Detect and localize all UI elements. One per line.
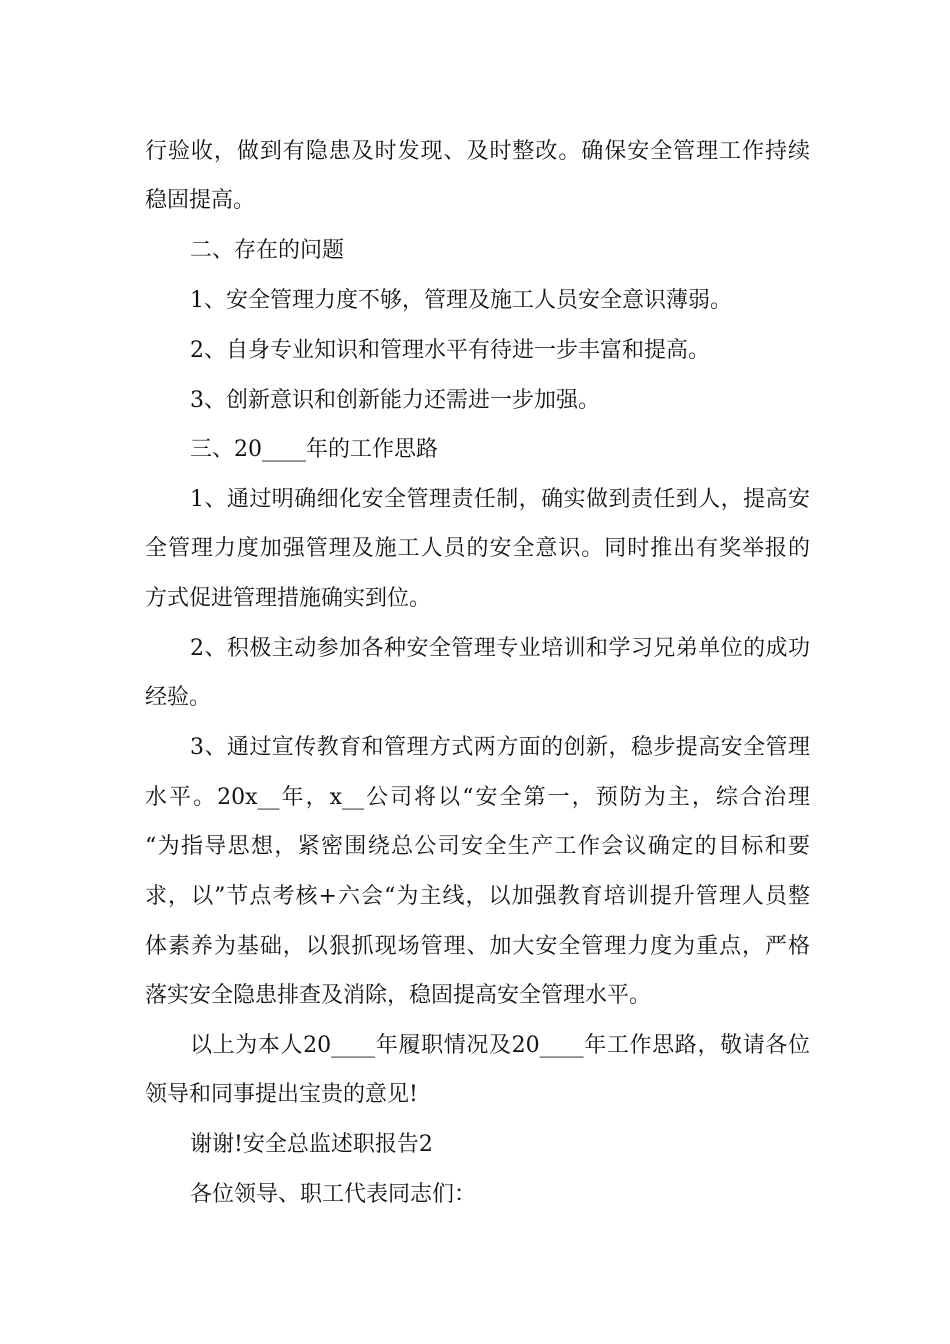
text-line: 经验。	[145, 685, 212, 710]
text-line: 领导和同事提出宝贵的意见!	[145, 1082, 418, 1107]
text-line: 1、安全管理力度不够，管理及施工人员安全意识薄弱。	[190, 288, 732, 313]
text-line: 落实安全隐患排查及消除，稳固提高安全管理水平。	[145, 983, 652, 1008]
text-line: 方式促进管理措施确实到位。	[145, 586, 432, 611]
text-line: 3、通过宣传教育和管理方式两方面的创新，稳步提高安全管理	[190, 735, 810, 760]
text-line: 2、自身专业知识和管理水平有待进一步丰富和提高。	[190, 338, 710, 363]
text-line: 以上为本人20____年履职情况及20____年工作思路，敬请各位	[190, 1033, 810, 1058]
text-line: 谢谢!安全总监述职报告2	[190, 1132, 433, 1157]
salutation: 各位领导、职工代表同志们：	[190, 1182, 477, 1207]
text-line: 体素养为基础，以狠抓现场管理、加大安全管理力度为重点，严格	[145, 934, 810, 959]
text-line: 稳固提高。	[145, 188, 256, 213]
section-heading: 三、20____年的工作思路	[190, 437, 438, 462]
text-line: 行验收，做到有隐患及时发现、及时整改。确保安全管理工作持续	[145, 139, 810, 164]
section-heading: 二、存在的问题	[190, 238, 345, 263]
text-line: 2、积极主动参加各种安全管理专业培训和学习兄弟单位的成功	[190, 636, 810, 661]
text-line: “为指导思想，紧密围绕总公司安全生产工作会议确定的目标和要	[145, 834, 810, 859]
text-line: 3、创新意识和创新能力还需进一步加强。	[190, 388, 600, 413]
text-line: 1、通过明确细化安全管理责任制，确实做到责任到人，提高安	[190, 487, 810, 512]
text-line: 水平。20x__年，x__公司将以“安全第一，预防为主，综合治理	[145, 785, 810, 810]
text-line: 全管理力度加强管理及施工人员的安全意识。同时推出有奖举报的	[145, 536, 810, 561]
text-line: 求，以”节点考核+六会“为主线，以加强教育培训提升管理人员整	[145, 884, 810, 909]
